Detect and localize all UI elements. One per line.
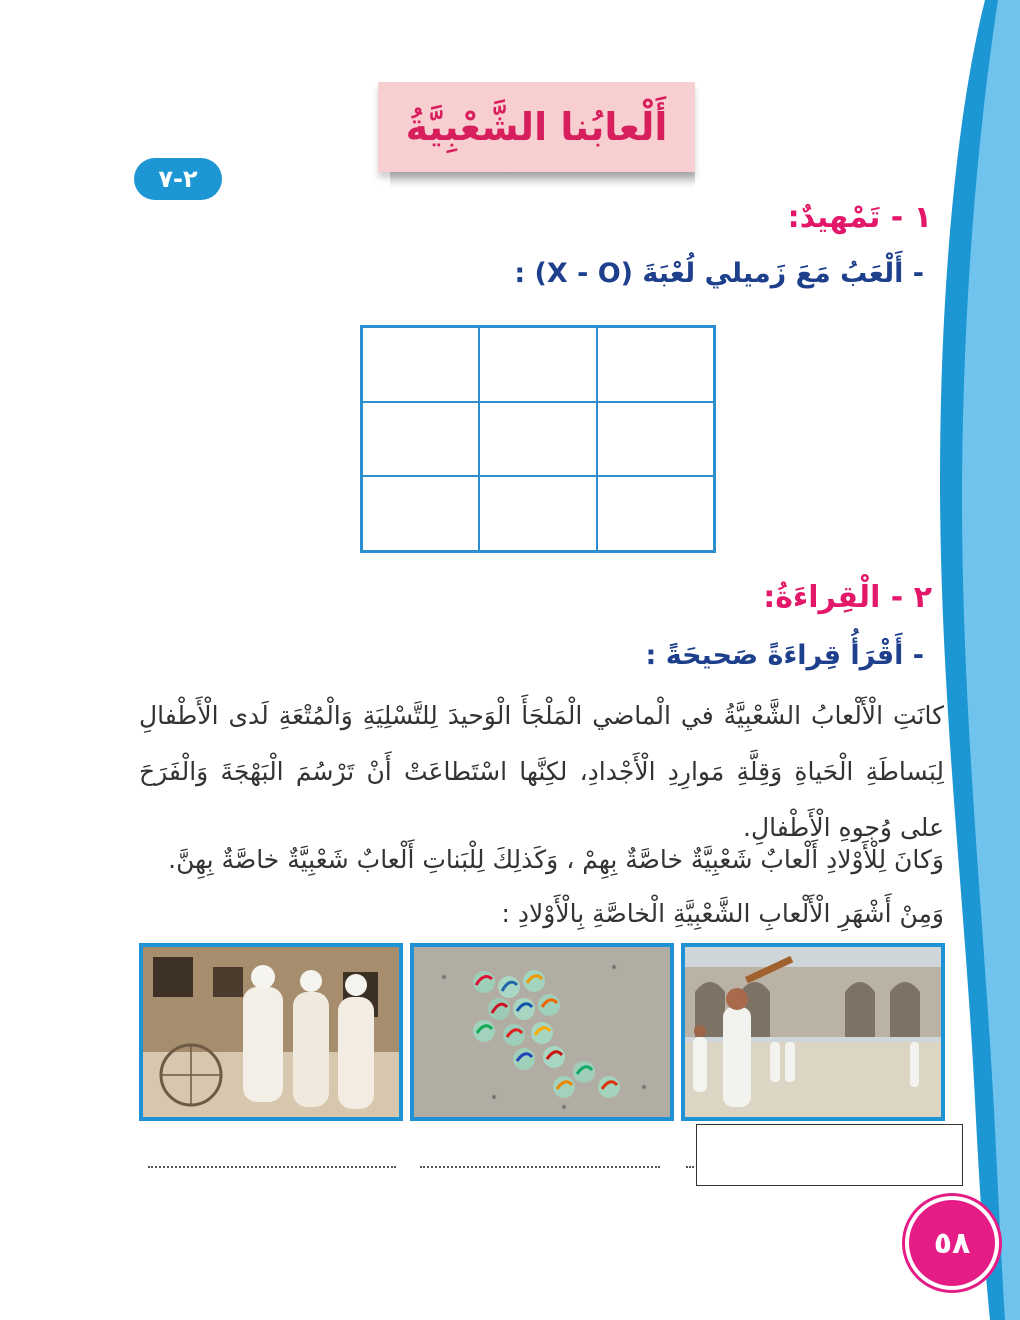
section-1-instruction: - أَلْعَبُ مَعَ زَميلي لُعْبَةَ (X - O) : (514, 258, 924, 289)
answer-line-3[interactable] (148, 1148, 396, 1168)
section-2-instruction: - أَقْرَأُ قِراءَةً صَحيحَةً : (645, 640, 924, 671)
photo-marbles (410, 943, 674, 1121)
reading-paragraph-3: وَمِنْ أَشْهَرِ الْأَلْعابِ الشَّعْبِيَّةِ الْخاصَّةِ بِالْأَوْلادِ : (501, 899, 944, 928)
grid-cell[interactable] (597, 476, 714, 551)
section-2-heading: ٢ - الْقِراءَةُ: (763, 580, 932, 615)
reading-paragraph-1: كانَتِ الْأَلْعابُ الشَّعْبِيَّةُ في الْماضي الْمَلْجَأَ الْوَحيدَ لِلتَّسْلِيَةِ وَالْمُتْعَةِ لَدى الْأَطْفالِ لِبَساطَةِ الْحَياةِ وَقِلَّةِ مَوارِدِ الْأَجْدادِ، لكِنَّها اسْتَطاعَتْ أَنْ تَرْسُمَ الْبَهْجَةَ وَالْفَرَحَ على وُجوهِ الْأَطْفالِ. (139, 701, 944, 842)
grid-cell[interactable] (597, 402, 714, 477)
grid-cell[interactable] (597, 327, 714, 402)
unit-badge: ٢-٧ (134, 158, 222, 200)
grid-cell[interactable] (479, 476, 596, 551)
grid-cell[interactable] (362, 402, 479, 477)
answer-box[interactable] (696, 1124, 963, 1186)
grid-cell[interactable] (479, 327, 596, 402)
grid-cell[interactable] (362, 327, 479, 402)
reading-paragraph-2: وَكانَ لِلْأَوْلادِ أَلْعابٌ شَعْبِيَّةٌ خاصَّةٌ بِهِمْ ، وَكَذلِكَ لِلْبَناتِ أَلْعابٌ شَعْبِيَّةٌ خاصَّةٌ بِهِنَّ. (168, 845, 944, 874)
grid-cell[interactable] (479, 402, 596, 477)
lesson-title-box (378, 82, 695, 172)
section-1-heading: ١ - تَمْهيدٌ: (787, 200, 932, 235)
grid-cell[interactable] (362, 476, 479, 551)
page-number: ٥٨ (905, 1196, 999, 1290)
answer-line-2[interactable] (420, 1148, 660, 1168)
photo-stick-game (681, 943, 945, 1121)
tic-tac-toe-grid[interactable] (360, 325, 716, 553)
answer-line-1[interactable] (686, 1148, 694, 1168)
photo-hoop-game (139, 943, 403, 1121)
lesson-title: أَلْعابُنا الشَّعْبِيَّةُ (405, 105, 668, 149)
